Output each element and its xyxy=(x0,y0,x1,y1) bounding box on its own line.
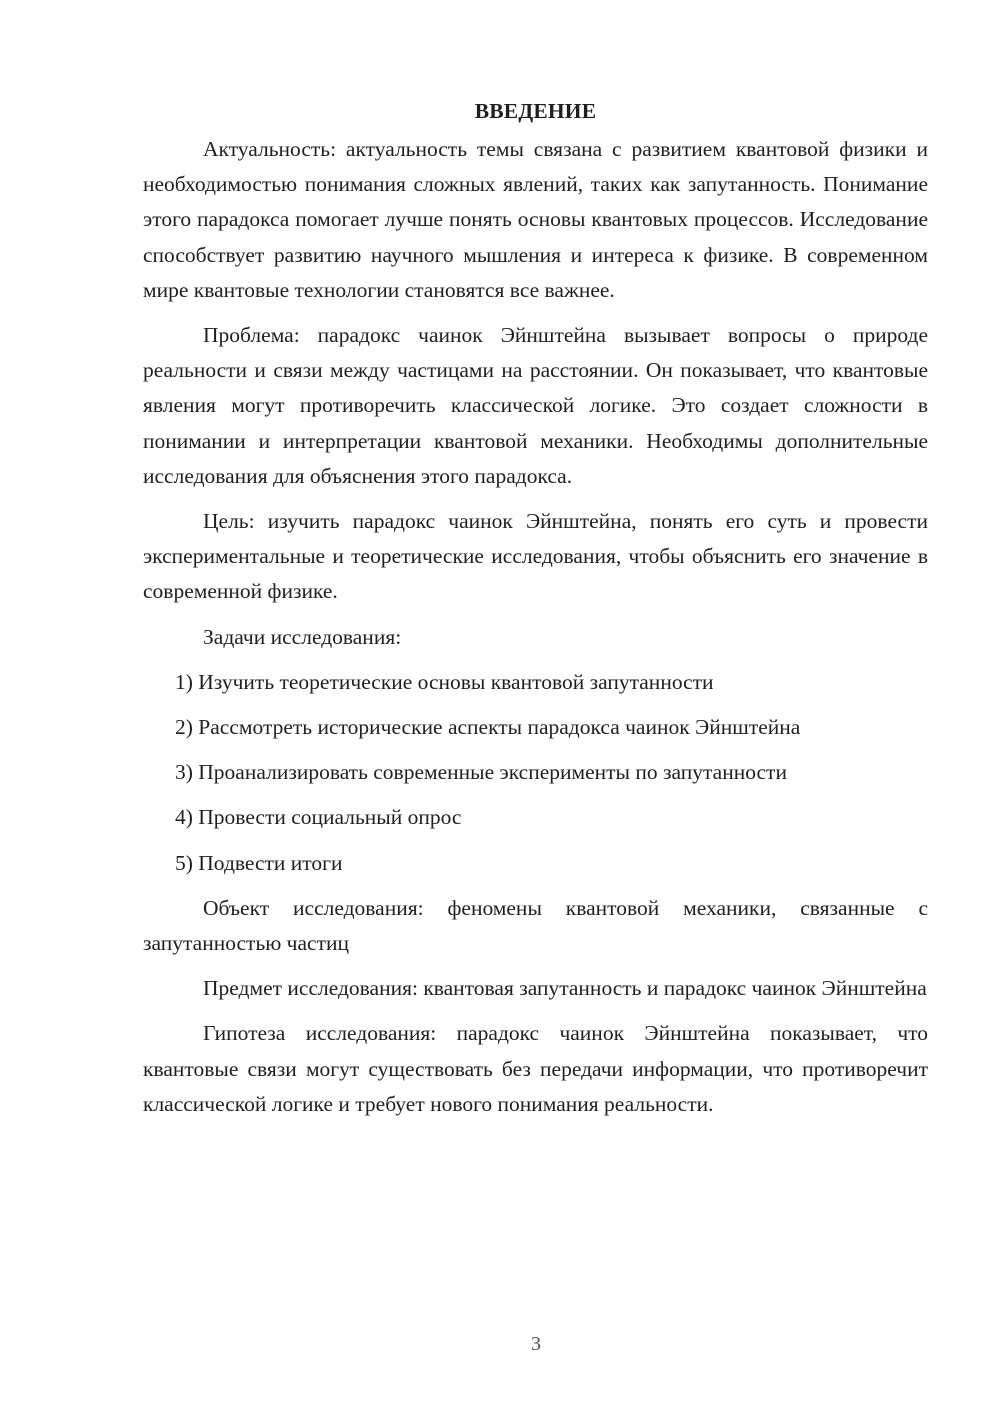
object-paragraph: Объект исследования: феномены квантовой механики, связанные с запутанностью частиц xyxy=(143,895,928,956)
task-item: 3) Проанализировать современные эксперименты по запутанности xyxy=(175,760,787,785)
tasks-list xyxy=(143,665,928,881)
problem-paragraph: Проблема: парадокс чаинок Эйнштейна вызывает вопросы о природе реальности и связи между частицами на расстоянии. Он показывает, что квантовые явления могут противоречить классической логике. Это создает сложности в понимании и интерпретации квантовой механики. Необходимы дополнительные исследования для объяснения этого парадокса. xyxy=(143,323,928,488)
goal-paragraph: Цель: изучить парадокс чаинок Эйнштейна, понять его суть и провести экспериментальные и теоретические исследования, чтобы объяснить его значение в современной физике. xyxy=(143,509,928,604)
relevance-paragraph: Актуальность: актуальность темы связана с развитием квантовой физики и необходимостью понимания сложных явлений, таких как запутанность. Понимание этого парадокса помогает лучше понять основы квантовых процессов. Исследование способствует развитию научного мышления и интереса к физике. В современном мире квантовые технологии становятся все важнее. xyxy=(143,137,928,302)
tasks-heading: Задачи исследования: xyxy=(203,624,402,649)
task-item: 5) Подвести итоги xyxy=(175,850,343,875)
task-item: 4) Провести социальный опрос xyxy=(175,805,462,830)
task-item: 2) Рассмотреть исторические аспекты парадокса чаинок Эйнштейна xyxy=(175,715,801,740)
hypothesis-paragraph: Гипотеза исследования: парадокс чаинок Эйнштейна показывает, что квантовые связи могут существовать без передачи информации, что противоречит классической логике и требует нового понимания реальности. xyxy=(143,1021,928,1116)
task-item: 1) Изучить теоретические основы квантовой запутанности xyxy=(175,669,714,694)
document-page xyxy=(143,96,928,1132)
section-title: ВВЕДЕНИЕ xyxy=(474,99,597,123)
subject-paragraph: Предмет исследования: квантовая запутанность и парадокс чаинок Эйнштейна xyxy=(203,976,927,1001)
page-number: 3 xyxy=(531,1333,541,1355)
